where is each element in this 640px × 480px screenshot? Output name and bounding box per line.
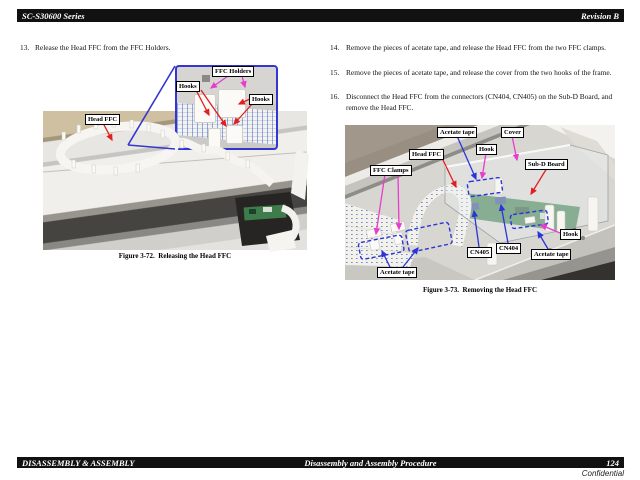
header-bar <box>17 9 624 22</box>
label-sub-d-board: Sub-D Board <box>525 159 568 170</box>
figure-3-73-caption: Figure 3-73. Removing the Head FFC <box>423 286 537 294</box>
head-ffc-cable <box>58 119 309 200</box>
label-hooks-right: Hooks <box>249 94 273 105</box>
carriage-assembly <box>235 192 300 252</box>
label-head-ffc-73: Head FFC <box>409 149 444 160</box>
step-15-number: 15. <box>330 68 340 77</box>
label-cn405: CN405 <box>467 247 492 258</box>
step-14-number: 14. <box>330 43 340 52</box>
label-cover: Cover <box>501 127 524 138</box>
label-head-ffc-72: Head FFC <box>85 114 120 125</box>
step-16-number: 16. <box>330 92 340 101</box>
figure-3-72-overlay <box>30 60 315 255</box>
footer-chapter: DISASSEMBLY & ASSEMBLY <box>22 457 135 468</box>
label-cn404: CN404 <box>496 243 521 254</box>
figure-3-72-caption: Figure 3-72. Releasing the Head FFC <box>118 252 232 260</box>
label-ffc-holders: FFC Holders <box>212 66 254 77</box>
header-revision: Revision B <box>580 10 619 21</box>
label-hook-top: Hook <box>476 144 497 155</box>
label-acetate-tape-right: Acetate tape <box>531 249 571 260</box>
step-16-text: Disconnect the Head FFC from the connectors (CN404, CN405) on the Sub-D Board, and remove the Head FFC. <box>346 92 613 112</box>
step-15-text: Remove the pieces of acetate tape, and release the cover from the two hooks of the frame. <box>346 68 612 77</box>
footer-page-number: 124 <box>606 457 619 468</box>
label-acetate-tape-top: Acetate tape <box>437 127 477 138</box>
footer-bar <box>17 457 624 468</box>
label-acetate-tape-bottom: Acetate tape <box>377 267 417 278</box>
header-series-title: SC-S30600 Series <box>22 10 85 21</box>
label-hook-right: Hook <box>560 229 581 240</box>
step-13-number: 13. <box>20 43 30 52</box>
footer-section: Disassembly and Assembly Procedure <box>304 457 437 468</box>
label-hooks-left: Hooks <box>176 81 200 92</box>
confidential-note: Confidential <box>581 469 624 478</box>
step-13-text: Release the Head FFC from the FFC Holders. <box>35 43 171 52</box>
step-14-text: Remove the pieces of acetate tape, and release the Head FFC from the two FFC clamps. <box>346 43 607 52</box>
label-ffc-clamps: FFC Clamps <box>370 165 412 176</box>
